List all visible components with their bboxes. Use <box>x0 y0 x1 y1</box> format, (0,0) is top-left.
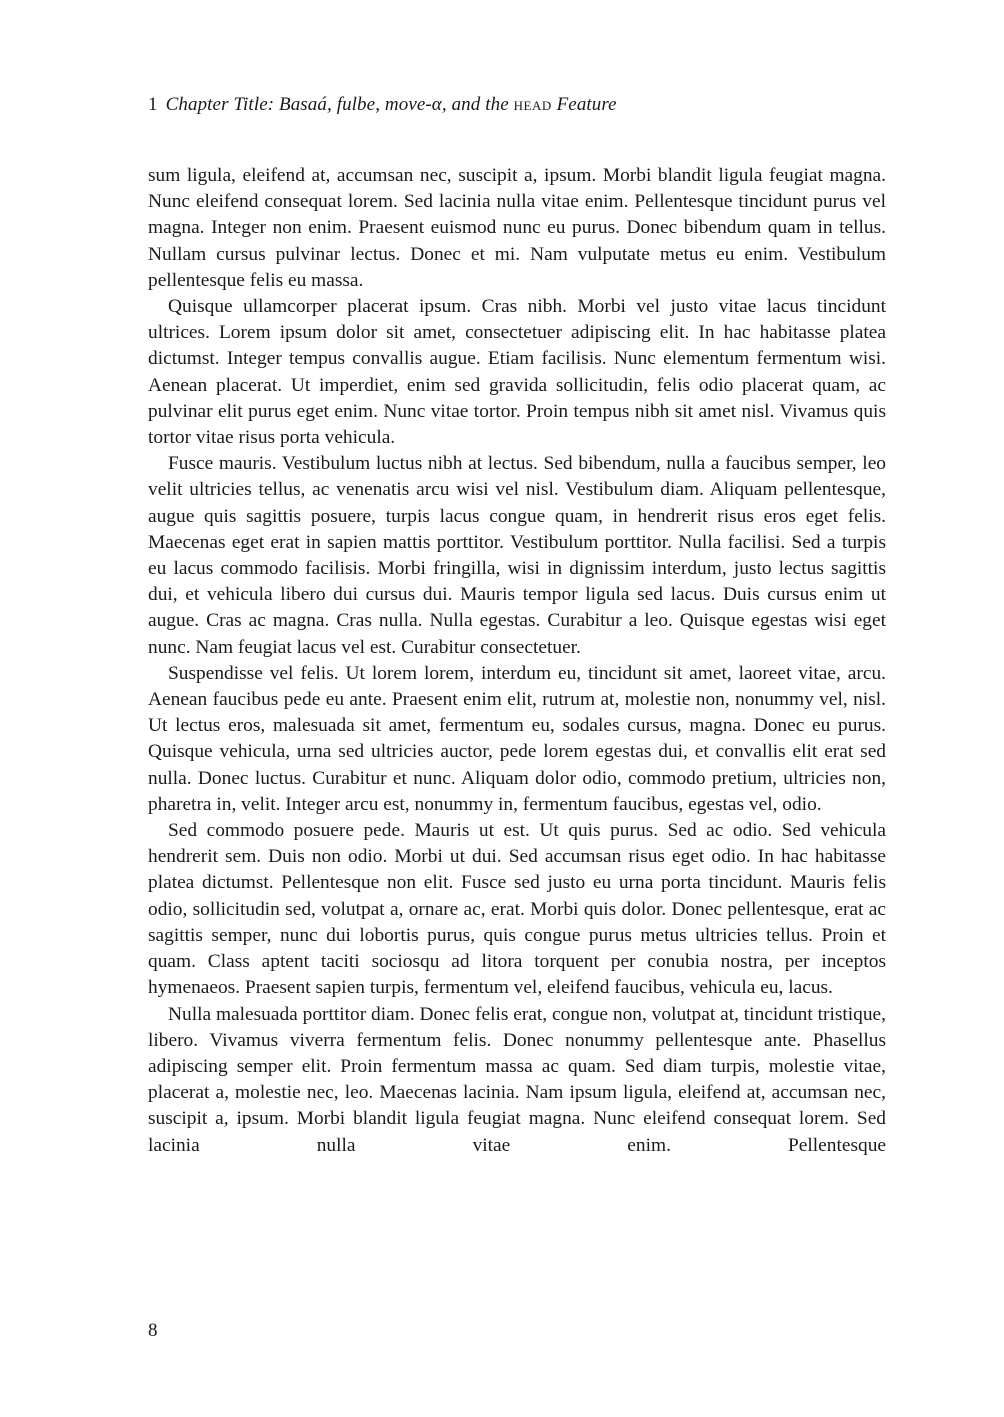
paragraph: Suspendisse vel felis. Ut lorem lorem, interdum eu, tincidunt sit amet, laoreet vitae, arcu. Aenean faucibus pede eu ante. Praesent enim elit, rutrum at, molestie non, nonummy vel, nisl. Ut lectus eros, malesuada sit amet, fermentum eu, sodales cursus, magna. Donec eu purus. Quisque vehicula, urna sed ultricies auctor, pede lorem egestas dui, et convallis elit erat sed nulla. Donec luctus. Curabitur et nunc. Aliquam dolor odio, commodo pretium, ultricies non, pharetra in, velit. Integer arcu est, nonummy in, fermentum faucibus, egestas vel, odio. <box>148 662 886 815</box>
paragraph: Sed commodo posuere pede. Mauris ut est. Ut quis purus. Sed ac odio. Sed vehicula hendrerit sem. Duis non odio. Morbi ut dui. Sed accumsan risus eget odio. In hac habitasse platea dictumst. Pellentesque non elit. Fusce sed justo eu urna porta tincidunt. Mauris felis odio, sollicitudin sed, volutpat a, ornare ac, erat. Morbi quis dolor. Donec pellentesque, erat ac sagittis semper, nunc dui lobortis purus, quis congue purus metus ultricies tellus. Proin et quam. Class aptent taciti sociosqu ad litora torquent per conubia nostra, per inceptos hymenaeos. Praesent sapien turpis, fermentum vel, eleifend faucibus, vehicula eu, lacus. <box>148 820 886 999</box>
page-number: 8 <box>148 1320 158 1341</box>
chapter-number: 1 <box>148 94 158 115</box>
paragraph: Nulla malesuada porttitor diam. Donec felis erat, congue non, volutpat at, tincidunt tristique, libero. Vivamus viverra fermentum felis. Donec nonummy pellentesque ante. Phasellus adipiscing semper elit. Proin fermentum massa ac quam. Sed diam turpis, molestie vitae, placerat a, molestie nec, leo. Maecenas lacinia. Nam ipsum ligula, eleifend at, accumsan nec, suscipit a, ipsum. Morbi blandit ligula feugiat magna. Nunc eleifend consequat lorem. Sed lacinia nulla vitae enim. Pellentesque <box>148 1003 886 1156</box>
paragraph: Fusce mauris. Vestibulum luctus nibh at lectus. Sed bibendum, nulla a faucibus semper, leo velit ultricies tellus, ac venenatis arcu wisi vel nisl. Vestibulum diam. Aliquam pellentesque, augue quis sagittis posuere, turpis lacus congue quam, in hendrerit risus eros eget felis. Maecenas eget erat in sapien mattis porttitor. Vestibulum porttitor. Nulla facilisi. Sed a turpis eu lacus commodo facilisis. Morbi fringilla, wisi in dignissim interdum, justo lectus sagittis dui, et vehicula libero dui cursus dui. Mauris tempor ligula sed lacus. Duis cursus enim ut augue. Cras ac magna. Cras nulla. Nulla egestas. Curabitur a leo. Quisque egestas wisi eget nunc. Nam feugiat lacus vel est. Curabitur consectetuer. <box>148 453 886 658</box>
chapter-title-small-caps: head <box>513 94 552 115</box>
chapter-title-end: Feature <box>556 94 617 115</box>
paragraph: sum ligula, eleifend at, accumsan nec, suscipit a, ipsum. Morbi blandit ligula feugiat magna. Nunc eleifend consequat lorem. Sed lacinia nulla vitae enim. Pellentesque tincidunt purus vel magna. Integer non enim. Praesent euismod nunc eu purus. Donec bibendum quam in tellus. Nullam cursus pulvinar lectus. Donec et mi. Nam vulputate metus eu enim. Vestibulum pellentesque felis eu massa. <box>148 165 886 291</box>
running-head <box>148 94 617 116</box>
body-text <box>148 163 886 1159</box>
chapter-title: Chapter Title: Basaá, fulbe, move-α, and the <box>165 94 509 115</box>
paragraph: Quisque ullamcorper placerat ipsum. Cras nibh. Morbi vel justo vitae lacus tincidunt ultrices. Lorem ipsum dolor sit amet, consectetuer adipiscing elit. In hac habitasse platea dictumst. Integer tempus convallis augue. Etiam facilisis. Nunc elementum fermentum wisi. Aenean placerat. Ut imperdiet, enim sed gravida sollicitudin, felis odio placerat quam, ac pulvinar elit purus eget enim. Nunc vitae tortor. Proin tempus nibh sit amet nisl. Vivamus quis tortor vitae risus porta vehicula. <box>148 296 886 449</box>
